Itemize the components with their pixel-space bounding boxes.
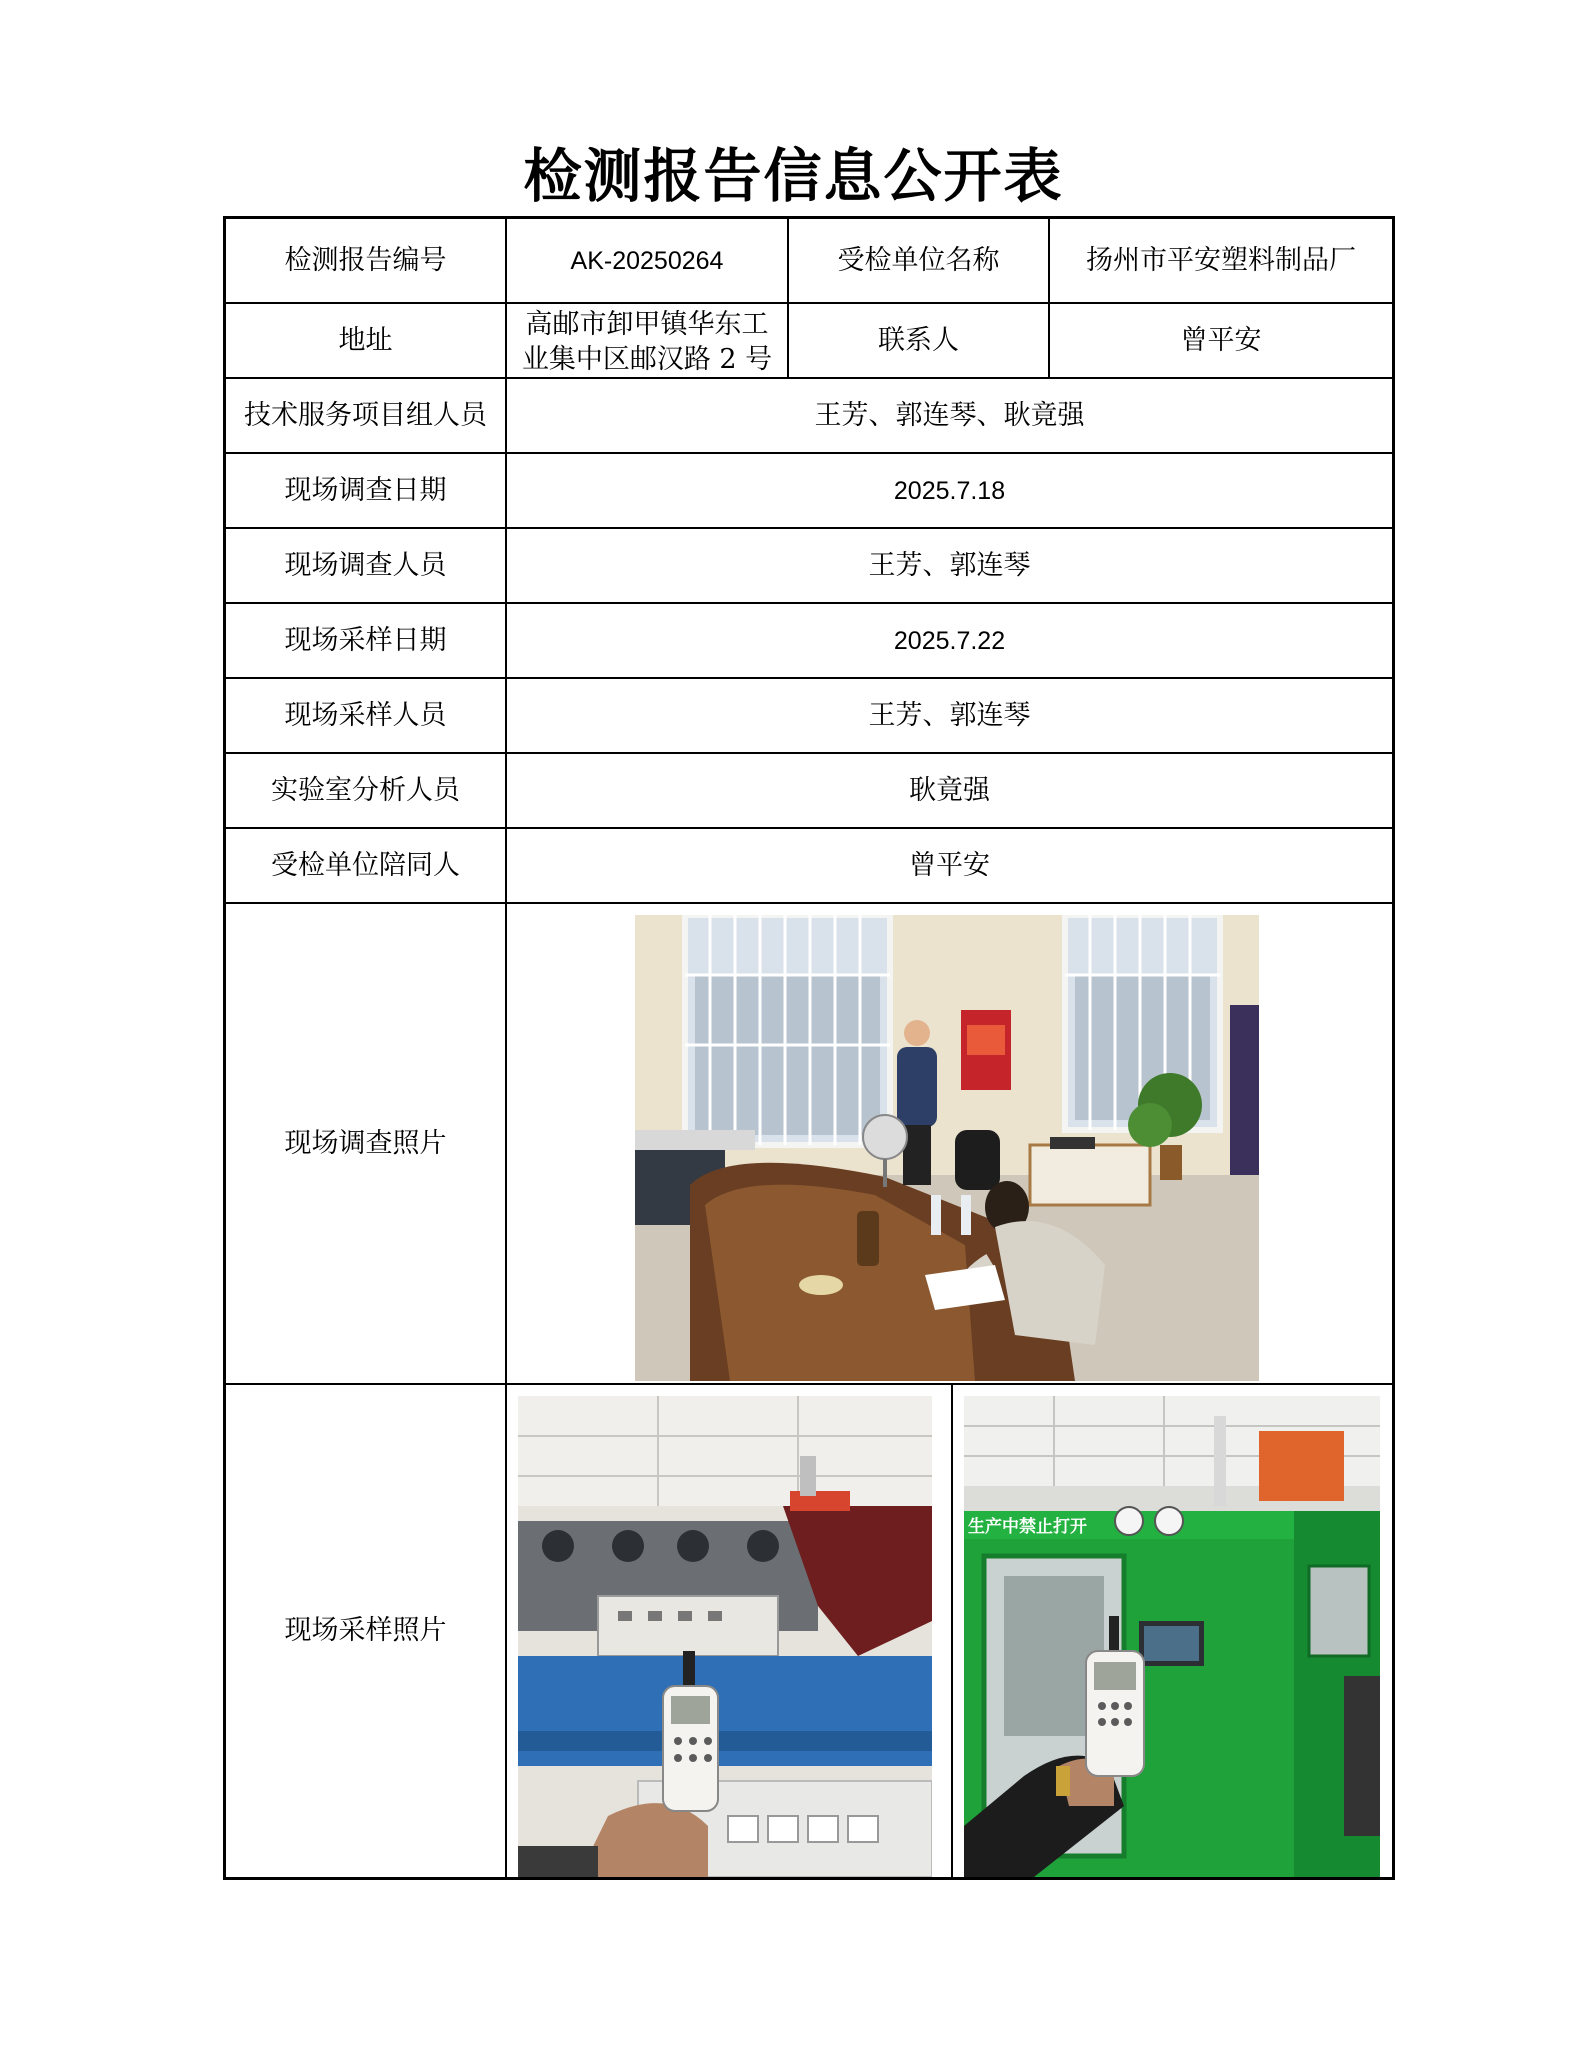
sampling-photo-1 (518, 1396, 932, 1877)
team-label: 技术服务项目组人员 (244, 399, 487, 431)
info-table (223, 216, 1395, 1880)
address-line-2: 业集中区邮汉路 2 号 (521, 343, 773, 375)
lab-staff-label: 实验室分析人员 (271, 774, 460, 806)
machine-warning-sign: 生产中禁止打开 (968, 1517, 1087, 1537)
sampling-photo-2 (964, 1396, 1380, 1877)
survey-date-value: 2025.7.18 (893, 476, 1006, 505)
survey-staff-value: 王芳、郭连琴 (868, 549, 1031, 581)
sampling-staff-value: 王芳、郭连琴 (868, 699, 1031, 731)
survey-staff-label: 现场调查人员 (284, 549, 447, 581)
escort-label: 受检单位陪同人 (271, 849, 460, 881)
address-line-1: 高邮市卸甲镇华东工 (525, 308, 769, 340)
survey-photo-label: 现场调查照片 (284, 1127, 447, 1159)
sampling-date-value: 2025.7.22 (893, 626, 1006, 655)
team-value: 王芳、郭连琴、耿竟强 (814, 399, 1085, 431)
report-no-label: 检测报告编号 (284, 244, 447, 276)
address-label: 地址 (338, 324, 393, 356)
report-no-value: AK-20250264 (570, 246, 724, 275)
sampling-staff-label: 现场采样人员 (284, 699, 447, 731)
unit-name-value: 扬州市平安塑料制品厂 (1086, 244, 1356, 276)
lab-staff-value: 耿竟强 (909, 774, 990, 806)
address-value (507, 304, 787, 377)
contact-value: 曾平安 (1180, 324, 1262, 356)
escort-value: 曾平安 (909, 849, 990, 881)
unit-name-label: 受检单位名称 (837, 244, 1000, 276)
sampling-date-label: 现场采样日期 (284, 624, 447, 656)
page-title: 检测报告信息公开表 (523, 142, 1064, 210)
contact-label: 联系人 (878, 324, 959, 356)
survey-photo (635, 915, 1259, 1381)
survey-date-label: 现场调查日期 (284, 474, 447, 506)
sampling-photo-label: 现场采样照片 (284, 1615, 447, 1646)
